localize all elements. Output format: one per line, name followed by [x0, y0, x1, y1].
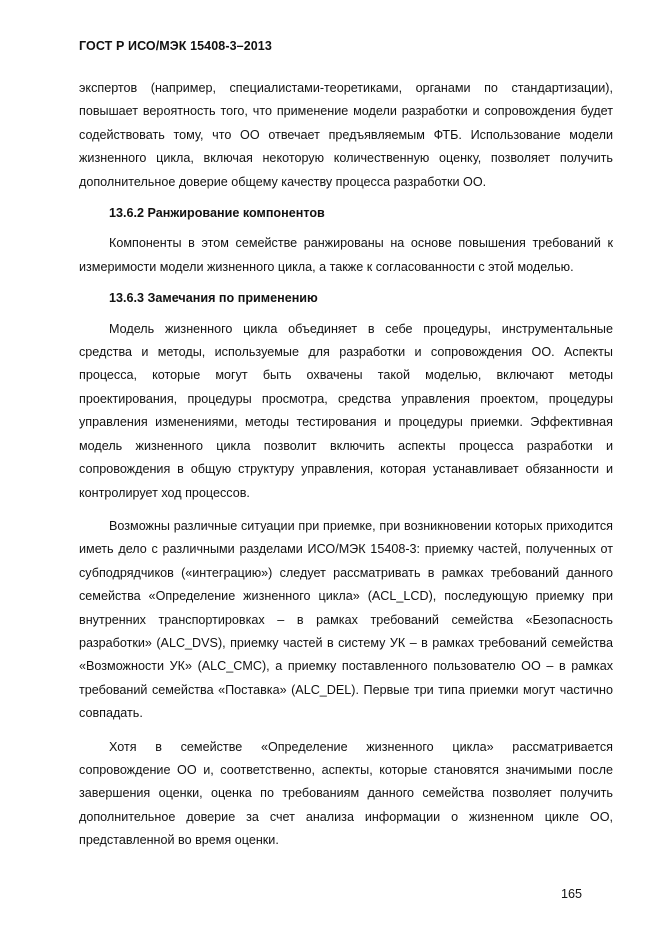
- document-body: [79, 77, 613, 853]
- document-header: ГОСТ Р ИСО/МЭК 15408-3–2013: [79, 39, 272, 53]
- paragraph-ranking: Компоненты в этом семействе ранжированы на основе повышения требований к измеримости модели жизненного цикла, а также к согласованности с этой моделью.: [79, 236, 613, 274]
- paragraph-lifecycle-model: Модель жизненного цикла объединяет в себе процедуры, инструментальные средства и методы, используемые для разработки и сопровождения ОО. Аспекты процесса, которые могут быть охвачены такой моделью, включают методы проектирования, процедуры просмотра, средства управления проектом, процедуры управления изменениями, методы тестирования и процедуры приемки. Эффективная модель жизненного цикла позволит включить аспекты процесса разработки и сопровождения в общую структуру управления, которая устанавливает обязанности и контролирует ход процессов.: [79, 321, 613, 500]
- section-heading-13-6-3: 13.6.3 Замечания по применению: [109, 291, 318, 306]
- paragraph-acceptance: Возможны различные ситуации при приемке, при возникновении которых приходится иметь дело с различными разделами ИСО/МЭК 15408-3: приемку частей, полученных от субподрядчиков («интеграцию») следует рассматривать в рамках требований данного семейства «Определение жизненного цикла» (ACL_LCD), последующую приемку при внутренних транспортировках – в рамках требований семейства «Безопасность разработки» (ALC_DVS), приемку частей в систему УК – в рамках требований семейства «Возможности УК» (ALC_CMC), а приемку поставленного пользователю ОО – в рамках требований семейства «Поставка» (ALC_DEL). Первые три типа приемки могут частично совпадать.: [79, 518, 613, 721]
- section-heading-13-6-2: 13.6.2 Ранжирование компонентов: [109, 206, 325, 221]
- page-number: 165: [561, 887, 583, 901]
- paragraph-continuation: экспертов (например, специалистами-теоретиками, органами по стандартизации), повышает вероятность того, что применение модели разработки и сопровождения будет содействовать тому, что ОО отвечает предъявляемым ФТБ. Использование модели жизненного цикла, включая некоторую количественную оценку, позволяет получить дополнительное доверие общему качеству процесса разработки ОО.: [79, 81, 613, 189]
- paragraph-support: Хотя в семействе «Определение жизненного цикла» рассматривается сопровождение ОО и, соответственно, аспекты, которые становятся значимыми после завершения оценки, оценка по требованиям данного семейства позволяет получить дополнительное доверие за счет анализа информации о жизненном цикле ОО, представленной во время оценки.: [79, 739, 613, 848]
